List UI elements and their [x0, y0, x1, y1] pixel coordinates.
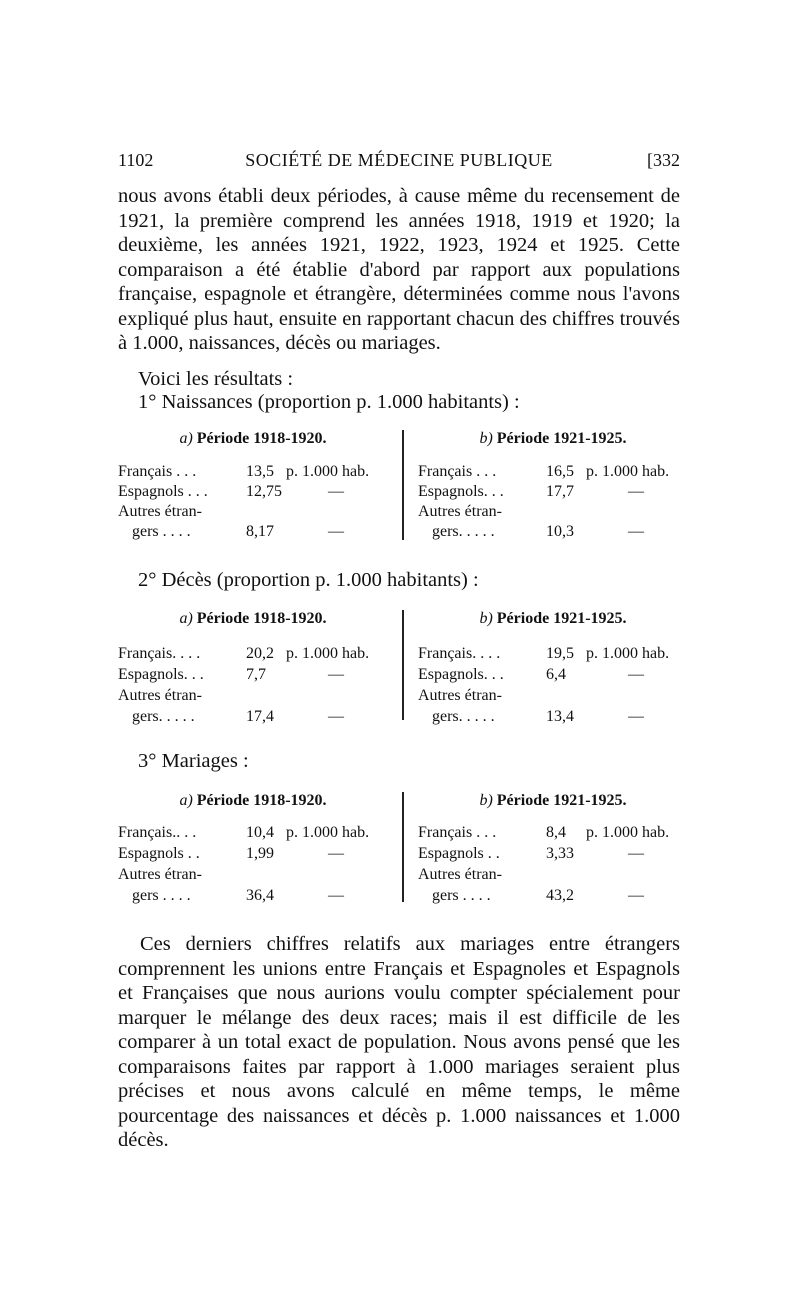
table-row: Autres étran-	[118, 687, 202, 704]
table-row: Autres étran-	[118, 866, 202, 883]
table-row: Français. . . . 20,2 p. 1.000 hab.	[118, 645, 370, 662]
running-title: SOCIÉTÉ DE MÉDECINE PUBLIQUE	[245, 150, 553, 170]
table-row: Français . . . 8,4 p. 1.000 hab.	[418, 824, 670, 841]
period-heading: a) Période 1918-1920.	[179, 610, 327, 627]
period-heading: b) Période 1921-1925.	[479, 792, 627, 809]
table-row: Espagnols. . . 6,4 —	[418, 666, 644, 683]
table-row: Autres étran-	[418, 503, 502, 520]
table-row: Espagnols. . . 7,7 —	[118, 666, 344, 683]
table-row: Espagnols . . 1,99 —	[118, 845, 344, 862]
page-reference: [332	[647, 150, 680, 170]
table-row: gers. . . . . 10,3 —	[432, 523, 644, 540]
table-row: Français . . . 13,5 p. 1.000 hab.	[118, 463, 370, 480]
table-row: gers . . . . 43,2 —	[432, 887, 644, 904]
stats-table	[118, 610, 680, 725]
table-row: Autres étran-	[418, 866, 502, 883]
table-row: Espagnols . . . 12,75 —	[118, 483, 344, 500]
page-number: 1102	[118, 150, 154, 170]
table-row: Espagnols. . . 17,7 —	[418, 483, 644, 500]
section-heading: 1° Naissances (proportion p. 1.000 habitants) :	[138, 391, 520, 413]
table-row: gers. . . . . 17,4 —	[132, 708, 344, 725]
section-heading: 2° Décès (proportion p. 1.000 habitants) :	[138, 569, 479, 591]
table-row: gers . . . . 36,4 —	[132, 887, 344, 904]
table-row: Français.. . . 10,4 p. 1.000 hab.	[118, 824, 370, 841]
table-row: Français . . . 16,5 p. 1.000 hab.	[418, 463, 670, 480]
column-divider	[402, 430, 404, 540]
column-divider	[402, 610, 404, 720]
results-label: Voici les résultats :	[138, 368, 294, 390]
intro-paragraph: nous avons établi deux périodes, à cause même du recensement de 1921, la première comprend les années 1918, 1919 et 1920; la deuxième, les années 1921, 1922, 1923, 1924 et 1925. Cette comparaison a été établie d'abord par rapport aux populations française, espagnole et étrangère, déterminées comme nous l'avons expliqué plus haut, ensuite en rapportant chacun des chiffres trouvés à 1.000, naissances, décès ou mariages.	[118, 185, 680, 354]
table-row: gers. . . . . 13,4 —	[432, 708, 644, 725]
period-heading: a) Période 1918-1920.	[179, 430, 327, 447]
period-heading: b) Période 1921-1925.	[479, 610, 627, 627]
conclusion-paragraph: Ces derniers chiffres relatifs aux mariages entre étrangers comprennent les unions entre Français et Espagnoles et Espagnols et Françaises que nous aurions voulu compter spécialement pour marquer le mélange des deux races; mais il est difficile de les comparer à un total exact de population. Nous avons pensé que les comparaisons faites par rapport à 1.000 mariages seraient plus précises et nous avons calculé en même temps, le même pourcentage des naissances et décès p. 1.000 naissances et 1.000 décès.	[118, 933, 680, 1151]
table-row: Autres étran-	[118, 503, 202, 520]
period-heading: b) Période 1921-1925.	[479, 430, 627, 447]
page-header	[118, 150, 680, 174]
column-divider	[402, 792, 404, 902]
stats-table	[118, 792, 680, 907]
table-row: Espagnols . . 3,33 —	[418, 845, 644, 862]
table-row: Autres étran-	[418, 687, 502, 704]
table-row: Français. . . . 19,5 p. 1.000 hab.	[418, 645, 670, 662]
stats-table	[118, 430, 680, 545]
period-heading: a) Période 1918-1920.	[179, 792, 327, 809]
table-row: gers . . . . 8,17 —	[132, 523, 344, 540]
section-heading: 3° Mariages :	[138, 750, 249, 772]
